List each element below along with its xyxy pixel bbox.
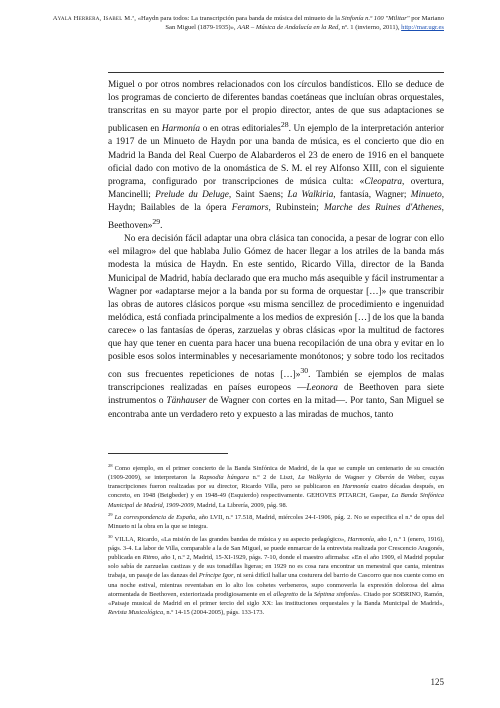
footnote-30: $^{30}$ VILLA, Ricardo, «La misión de las grandes bandas de música y su aspecto pedagógico», Harmonía, año I, n.º 1 (enero, 1916), págs. 3-4. La labor de Villa, comparable a la de San Miguel, se puede enmarcar de la entrevista realizada por Crescencio Aragonés, publicada en Ritmo, año I, n.º 2, Madrid, 15-XI-1929, págs. 7-10, donde el maestro afirmaba: «En el año 1909, el Madrid popular solo sabía de zarzuelas castizas y de sus tonadillas ligeras; en 1929 no es cosa rara encontrar un menestral que canta, mientras trabaja, un pasaje de las danzas del Príncipe Igor, ni será difícil hallar una costurera del barrio de Cascorro que nos cuente como en una noche estival, mientras reventaban en lo alto los cohetes verbeneros, supo conmoverla la expresión dolorosa del alma atormentada de Beethoven, exteriorizada prodigiosamente en el allegretto de la Séptima sinfonía». Citado por SOBRINO, Ramón, «Paisaje musical de Madrid en el primer tercio del siglo XX: las instituciones orquestales y la Banda Municipal de Madrid», Revista Musicológica, n.º 14-15 (2004-2005), págs. 133-173.	[108, 533, 445, 616]
paragraph-2: No era decisión fácil adaptar una obra clásica tan conocida, a pesar de lograr con ello «el milagro» del que hablaba Julio Gómez de hacer llegar a los atriles de la banda más modesta la música de Haydn. En este sentido, Ricardo Villa, director de la Banda Municipal de Madrid, había declarado que era mucho más asequible y fácil instrumentar a Wagner por «adaptarse mejor a la banda por su forma de orquestar […]» que transcribir las obras de autores clásicos porque «su misma sencillez de procedimiento e ingenuidad melódica, está confiada principalmente a los medios de expresión […] de los que la banda carece» o las fantasías de óperas, zarzuelas y obras clásicas «por la multitud de factores que hay que tener en cuenta para hacer una buena recopilación de una obra y evitar en lo posible esos solos interminables y necesariamente monótonos; y sobre todo los recitados con sus frecuentes repeticiones de notas […]»$^{30}$. También se ejemplos de malas transcripciones realizadas en países europeos —Leonora de Beethoven para siete instrumentos o Tänhauser de Wagner con cortes en la mitad—. Por tanto, San Miguel se encontraba ante un verdadero reto y expuesto a las miradas de muchos, tanto	[108, 234, 444, 420]
header-author: Ayala Herrera, Isabel M.ª,	[52, 15, 137, 22]
header-issue: nº. 1 (invierno, 2011),	[341, 24, 400, 32]
footnotes	[108, 461, 444, 617]
header-title-intro: «Haydn para todos: La transcripción para banda de música del minueto de la	[137, 15, 340, 22]
header-title-rest: por Mariano San Miguel (1879-1935)»,	[165, 15, 444, 32]
footnote-28: $^{28}$ Como ejemplo, en el primer concierto de la Banda Sinfónica de Madrid, de la que se cumple un centenario de su creación (1909-2009), se interpretaron la Rapsodia húngara n.º 2 de Liszt, La Walkyria de Wagner y Oberón de Weber, cuyas transcripciones fueron realizadas por su director, Ricardo Villa, pero se publicaron en Harmonía cuatro décadas después, en concreto, en 1948 (Beigbeder) y en 1948-49 (Esquierdo) respectivamente. GEHOVES PITARCH, Gaspar, La Banda Sinfónica Municipal de Madrid, 1909-2009, Madrid, La Librería, 2009, pág. 98.	[108, 463, 445, 509]
footnote-divider	[108, 453, 228, 454]
footnote-ref-29[interactable]: 29	[152, 217, 161, 227]
running-header	[44, 14, 444, 32]
page-number: 125	[430, 677, 444, 687]
header-url-link[interactable]: http://mar.ugr.es	[401, 24, 444, 32]
header-divider	[108, 72, 444, 73]
header-title-work: Sinfonía n.º 100 "Militar"	[341, 15, 410, 22]
header-journal: AAR – Música de Andalucía en la Red,	[237, 24, 340, 32]
footnote-29: $^{29}$ La correspondencia de España, año LVII, n.º 17.518, Madrid, miércoles 24-I-1906, pág. 2. No se especifica el n.º de opus del Minueto ni la obra en la que se integra.	[108, 512, 444, 531]
paragraph-1: Miguel o por otros nombres relacionados con los círculos bandísticos. Ello se deduce de los programas de concierto de diferentes bandas coetáneas que incluían obras orquestales, transcritas en su mayor parte por el propio director, antes de que sus adaptaciones se publicasen en Harmonía o en otras editoriales$^{28}$. Un ejemplo de la interpretación anterior a 1917 de un Minueto de Haydn por una banda de música, es el concierto que dio en Madrid la Banda del Real Cuerpo de Alabarderos el 23 de enero de 1916 en el banquete oficial dado con motivo de la onomástica de S. M. el rey Alfonso XIII, con el siguiente programa, configurado por transcripciones de música culta: «Cleopatra, overtura, Mancinelli; Prelude du Deluge, Saint Saens; La Walkiria, fantasía, Wagner; Minueto, Haydn; Bailables de la ópera Feramors, Rubinstein; Marche des Ruines d'Athenes, Beethoven»$^{29}$.	[108, 80, 445, 232]
footnote-ref-28[interactable]: 28	[280, 120, 289, 130]
body-text	[108, 79, 444, 422]
footnote-ref-30[interactable]: 30	[300, 366, 309, 376]
